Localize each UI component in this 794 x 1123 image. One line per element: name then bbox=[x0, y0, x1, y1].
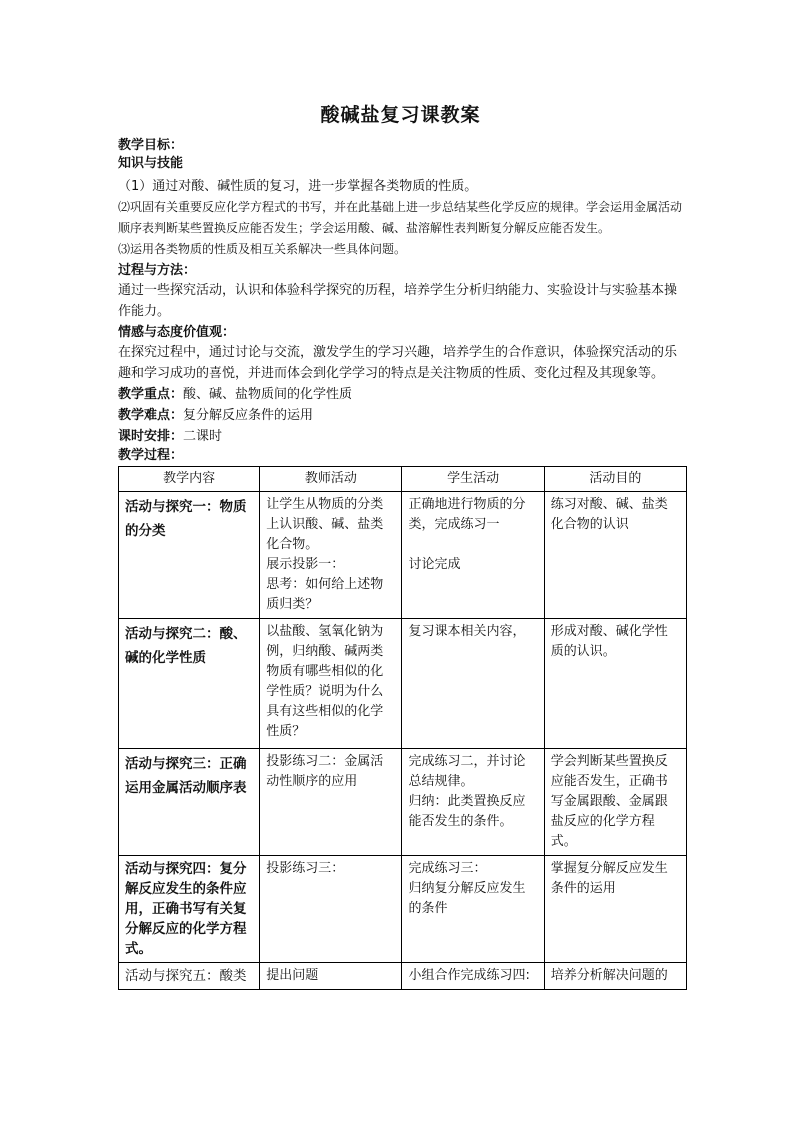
knowledge-item-2: ⑵巩固有关重要反应化学方程式的书写，并在此基础上进一步总结某些化学反应的规律。学会运用金属活动顺序表判断某些置换反应能否发生；学会运用酸、碱、盐溶解性表判断复分解反应能否发生。 bbox=[118, 200, 683, 235]
lesson-plan-page bbox=[118, 100, 683, 990]
teacher-line: 思考：如何给上述物质归类？ bbox=[266, 577, 384, 612]
teacher-line: 让学生从物质的分类上认识酸、碱、盐类化合物。 bbox=[266, 497, 384, 552]
procedure-table bbox=[118, 466, 687, 990]
teacher-line: 展示投影一： bbox=[266, 557, 345, 572]
difficulty-value: 复分解反应条件的运用 bbox=[183, 408, 314, 423]
row-content: 活动与探究五：酸类 bbox=[119, 963, 260, 990]
table-row bbox=[119, 963, 687, 990]
key-point-label: 教学重点： bbox=[118, 387, 184, 402]
key-point bbox=[118, 384, 683, 405]
row-teacher: 以盐酸、氢氧化钠为例，归纳酸、碱两类物质有哪些相似的化学性质？说明为什么具有这些相似的化学性质？ bbox=[260, 619, 402, 749]
student-line-spacer bbox=[408, 535, 537, 555]
student-line: 讨论完成 bbox=[408, 557, 461, 572]
row-student: 小组合作完成练习四: bbox=[402, 963, 544, 990]
student-line: 正确地进行物质的分类，完成练习一 bbox=[408, 497, 526, 532]
row-purpose: 培养分析解决问题的 bbox=[544, 963, 686, 990]
objectives-heading: 教学目标： bbox=[118, 138, 184, 153]
row-student bbox=[402, 749, 544, 856]
schedule-label: 课时安排： bbox=[118, 429, 184, 444]
row-purpose: 掌握复分解反应发生条件的运用 bbox=[544, 856, 686, 963]
row-teacher bbox=[260, 492, 402, 619]
page-title: 酸碱盐复习课教案 bbox=[320, 104, 481, 126]
student-line: 归纳：此类置换反应能否发生的条件。 bbox=[408, 794, 526, 829]
emotion-text: 在探究过程中，通过讨论与交流，激发学生的学习兴趣，培养学生的合作意识，体验探究活动的乐趣和学习成功的喜悦，并进而体会到化学学习的特点是关注物质的性质、变化过程及其现象等。 bbox=[118, 345, 678, 381]
schedule bbox=[118, 426, 683, 447]
row-content: 活动与探究二：酸、碱的化学性质 bbox=[119, 619, 260, 749]
difficulty-label: 教学难点： bbox=[118, 408, 184, 423]
table-header-row bbox=[119, 467, 687, 492]
row-student bbox=[402, 492, 544, 619]
student-line: 完成练习二，并讨论总结规律。 bbox=[408, 754, 526, 789]
knowledge-item-1: （1）通过对酸、碱性质的复习，进一步掌握各类物质的性质。 bbox=[118, 179, 478, 194]
table-row bbox=[119, 749, 687, 856]
student-line: 归纳复分解反应发生的条件 bbox=[408, 881, 526, 916]
header-student: 学生活动 bbox=[402, 467, 544, 492]
table-row bbox=[119, 856, 687, 963]
table-row bbox=[119, 492, 687, 619]
row-content: 活动与探究一：物质的分类 bbox=[119, 492, 260, 619]
emotion-heading: 情感与态度价值观： bbox=[118, 325, 236, 340]
header-content: 教学内容 bbox=[119, 467, 260, 492]
row-purpose: 学会判断某些置换反应能否发生，正确书写金属跟酸、金属跟盐反应的化学方程式。 bbox=[544, 749, 686, 856]
row-teacher: 投影练习二：金属活动性顺序的应用 bbox=[260, 749, 402, 856]
header-teacher: 教师活动 bbox=[260, 467, 402, 492]
student-line: 完成练习三： bbox=[408, 861, 487, 876]
row-purpose: 练习对酸、碱、盐类化合物的认识 bbox=[544, 492, 686, 619]
header-purpose: 活动目的 bbox=[544, 467, 686, 492]
process-text: 通过一些探究活动，认识和体验科学探究的历程，培养学生分析归纳能力、实验设计与实验基本操作能力。 bbox=[118, 283, 678, 319]
row-teacher: 投影练习三： bbox=[260, 856, 402, 963]
row-content: 活动与探究四：复分解反应发生的条件应用，正确书写有关复分解反应的化学方程式。 bbox=[119, 856, 260, 963]
schedule-value: 二课时 bbox=[183, 429, 223, 444]
knowledge-heading: 知识与技能 bbox=[118, 156, 184, 171]
table-row bbox=[119, 619, 687, 749]
row-content: 活动与探究三：正确运用金属活动顺序表 bbox=[119, 749, 260, 856]
row-teacher: 提出问题 bbox=[260, 963, 402, 990]
key-point-value: 酸、碱、盐物质间的化学性质 bbox=[183, 387, 353, 402]
row-student bbox=[402, 856, 544, 963]
knowledge-item-3: ⑶运用各类物质的性质及相互关系解决一些具体问题。 bbox=[118, 242, 407, 256]
row-purpose: 形成对酸、碱化学性质的认识。 bbox=[544, 619, 686, 749]
process-heading: 过程与方法： bbox=[118, 263, 197, 278]
procedure-heading: 教学过程： bbox=[118, 448, 184, 463]
row-student: 复习课本相关内容， bbox=[402, 619, 544, 749]
difficulty bbox=[118, 405, 683, 426]
